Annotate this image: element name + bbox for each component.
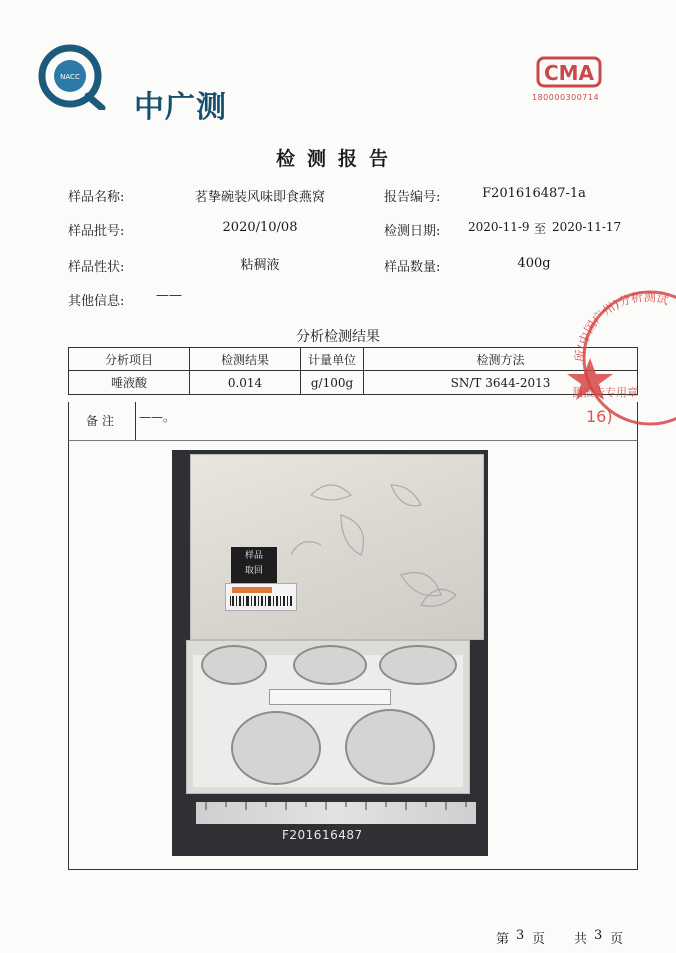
sample-photo (172, 450, 488, 856)
bowl-icon (231, 711, 321, 785)
quantity-label: 样品数量: (384, 260, 441, 275)
sample-sticker: 样品 取回 (231, 547, 277, 583)
col-header-result: 检测结果 (190, 348, 301, 371)
photo-label: F201616487 (282, 828, 363, 842)
cma-text: CMA (543, 61, 595, 85)
remark-value: ——。 (139, 410, 176, 424)
bowl-icon (379, 645, 457, 685)
property-label: 样品性状: (68, 260, 125, 275)
barcode-icon (225, 583, 297, 611)
box-tray (186, 640, 470, 794)
cell-unit: g/100g (301, 371, 364, 395)
stamp-number: 16) (586, 407, 613, 426)
remark-label: 备注 (69, 402, 136, 440)
test-date-label: 检测日期: (384, 224, 441, 239)
page-num: 3 (516, 928, 525, 943)
cell-method: SN/T 3644-2013 (364, 371, 638, 395)
test-date-sep: 至 (534, 222, 547, 236)
page-prefix: 第 (496, 932, 510, 947)
col-header-method: 检测方法 (364, 348, 638, 371)
test-date-from: 2020-11-9 (468, 220, 530, 234)
page-suffix: 页 (532, 932, 546, 947)
bowl-icon (293, 645, 367, 685)
report-no: F201616487-1a (482, 186, 586, 201)
quantity: 400g (517, 256, 551, 271)
other-value: —— (156, 288, 182, 303)
stamp-text-bottom: 测报告专用章 (572, 386, 638, 399)
box-lid (190, 454, 484, 640)
cell-item: 唾液酸 (69, 371, 190, 395)
stamp-text-top: 所(中国广州)分析测试 (572, 289, 671, 363)
batch: 2020/10/08 (222, 220, 298, 235)
col-header-item: 分析项目 (69, 348, 190, 371)
total-suffix: 页 (610, 932, 624, 947)
sample-name: 茗挚碗装风味即食燕窝 (194, 190, 325, 205)
sample-name-label: 样品名称: (68, 190, 125, 205)
cma-mark (536, 52, 602, 92)
ruler-icon (196, 802, 476, 824)
bowl-icon (345, 709, 435, 785)
cell-result: 0.014 (190, 371, 301, 395)
results-table (68, 347, 638, 395)
col-header-unit: 计量单位 (301, 348, 364, 371)
test-date-to: 2020-11-17 (552, 220, 622, 234)
results-title: 分析检测结果 (296, 329, 380, 345)
nacc-logo (38, 42, 106, 110)
bowl-icon (201, 645, 267, 685)
remark-row (68, 402, 638, 441)
table-header-row (69, 348, 638, 371)
other-label: 其他信息: (68, 294, 125, 309)
cma-number: 180000300714 (532, 93, 600, 102)
table-row (69, 371, 638, 395)
report-no-label: 报告编号: (384, 190, 441, 205)
logo-badge: NACC (60, 73, 80, 81)
batch-label: 样品批号: (68, 224, 125, 239)
tray-inner (193, 655, 463, 787)
spoon-strip (269, 689, 391, 705)
svg-text:所(中国广州)分析测试公司 (560, 282, 670, 362)
logo-text: 中广测 (134, 90, 227, 125)
property: 粘稠液 (240, 258, 280, 273)
total-prefix: 共 (574, 932, 588, 947)
total-num: 3 (594, 928, 603, 943)
page-title: 检测报告 (275, 148, 400, 170)
official-stamp (560, 282, 676, 434)
